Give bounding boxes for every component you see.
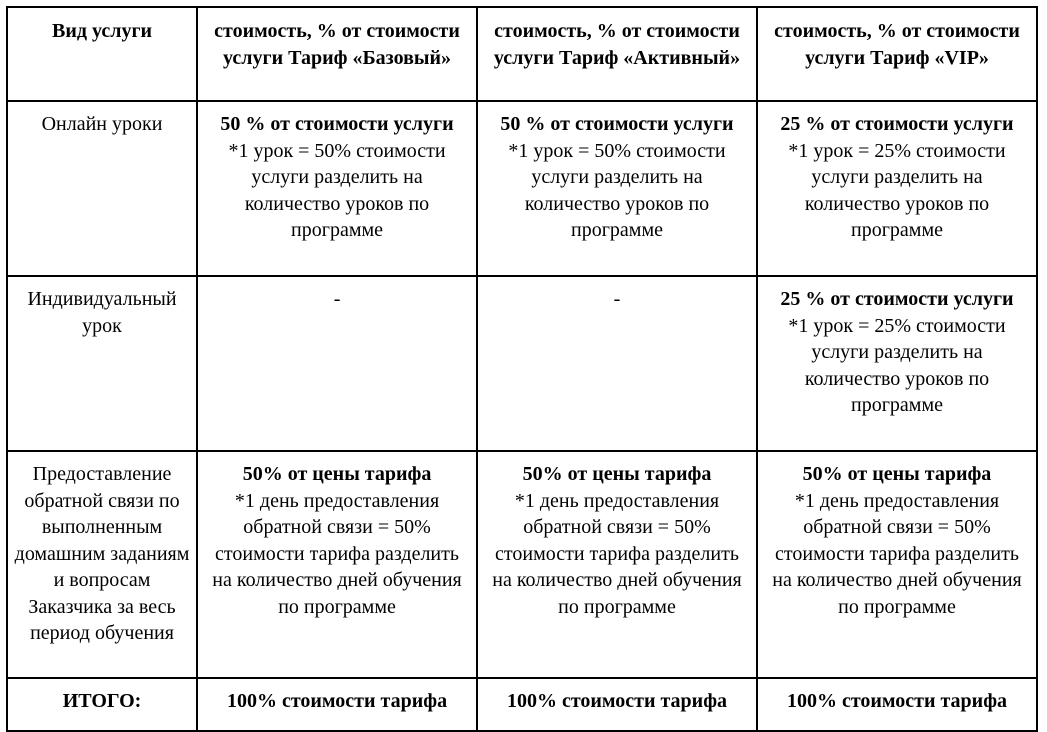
price-cell-active: [477, 451, 757, 678]
service-name: Предоставление обратной связи по выполненным домашним заданиям и вопросам Заказчика за весь период обучения: [14, 463, 190, 644]
price-note: *1 урок = 25% стоимости услуги разделить на количество уроков по программе: [788, 314, 1006, 416]
total-value: 100% стоимости тарифа: [786, 690, 1008, 712]
price-note: *1 урок = 25% стоимости услуги разделить на количество уроков по программе: [788, 139, 1006, 241]
table-row-individual-lesson: [7, 276, 1037, 451]
table-row-total: [7, 678, 1037, 731]
price-bold: 50 % от стоимости услуги: [500, 113, 734, 135]
header-tariff-vip: [757, 7, 1037, 101]
total-cell-basic: [197, 678, 477, 731]
price-bold: 25 % от стоимости услуги: [780, 113, 1014, 135]
price-bold: 50% от цены тарифа: [802, 463, 992, 485]
price-note: -: [333, 288, 341, 310]
table-header-row: [7, 7, 1037, 101]
price-bold: 25 % от стоимости услуги: [780, 288, 1014, 310]
header-service-type: [7, 7, 197, 101]
table-row-feedback: [7, 451, 1037, 678]
price-cell-vip: [757, 101, 1037, 276]
header-label: стоимость, % от стоимости услуги Тариф «VIP»: [774, 20, 1020, 69]
header-tariff-basic: [197, 7, 477, 101]
price-bold: 50 % от стоимости услуги: [220, 113, 454, 135]
price-bold: 50% от цены тарифа: [242, 463, 432, 485]
price-note: *1 урок = 50% стоимости услуги разделить на количество уроков по программе: [228, 139, 446, 241]
table-row-online-lessons: [7, 101, 1037, 276]
price-cell-active: [477, 101, 757, 276]
service-name-cell: [7, 276, 197, 451]
service-name-cell: [7, 451, 197, 678]
pricing-table: [6, 6, 1038, 732]
header-label: стоимость, % от стоимости услуги Тариф «Базовый»: [214, 20, 460, 69]
price-cell-vip: [757, 451, 1037, 678]
price-cell-basic: [197, 451, 477, 678]
service-name: Онлайн уроки: [41, 113, 163, 135]
price-cell-basic: [197, 276, 477, 451]
price-note: *1 день предоставления обратной связи = 50% стоимости тарифа разделить на количество дней обучения по программе: [772, 489, 1022, 618]
header-tariff-active: [477, 7, 757, 101]
total-label: ИТОГО:: [62, 690, 142, 712]
total-cell-active: [477, 678, 757, 731]
price-bold: 50% от цены тарифа: [522, 463, 712, 485]
price-note: *1 день предоставления обратной связи = 50% стоимости тарифа разделить на количество дней обучения по программе: [492, 489, 742, 618]
price-cell-basic: [197, 101, 477, 276]
price-cell-active: [477, 276, 757, 451]
total-cell-vip: [757, 678, 1037, 731]
service-name-cell: [7, 101, 197, 276]
price-note: -: [613, 288, 621, 310]
price-cell-vip: [757, 276, 1037, 451]
service-name: Индивидуальный урок: [27, 288, 177, 337]
header-label: стоимость, % от стоимости услуги Тариф «Активный»: [493, 20, 741, 69]
total-value: 100% стоимости тарифа: [506, 690, 728, 712]
total-value: 100% стоимости тарифа: [226, 690, 448, 712]
price-note: *1 урок = 50% стоимости услуги разделить на количество уроков по программе: [508, 139, 726, 241]
price-note: *1 день предоставления обратной связи = 50% стоимости тарифа разделить на количество дней обучения по программе: [212, 489, 462, 618]
header-label: Вид услуги: [51, 20, 153, 42]
total-label-cell: [7, 678, 197, 731]
